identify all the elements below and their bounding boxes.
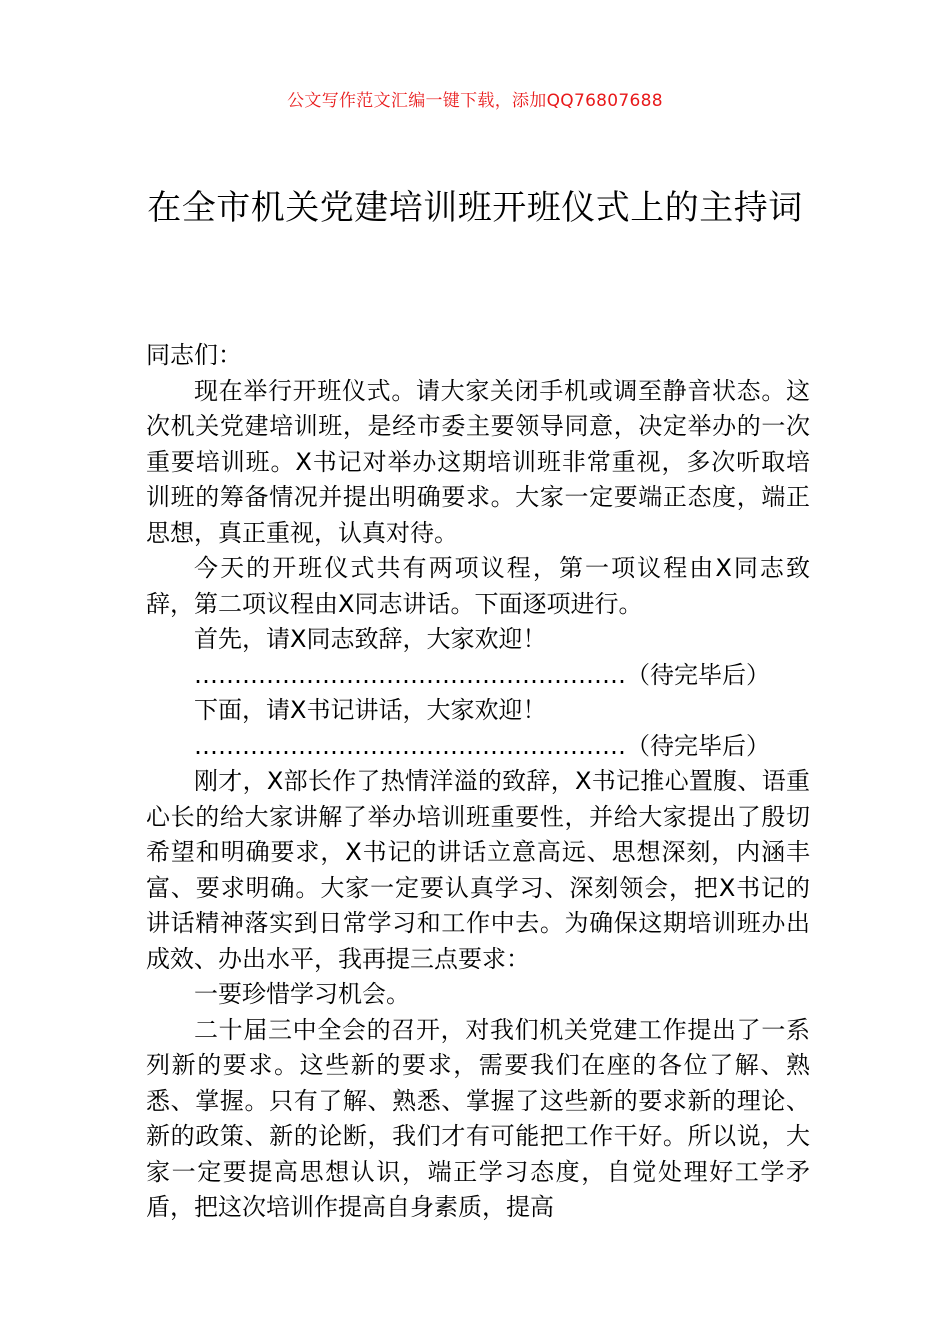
paragraph: 今天的开班仪式共有两项议程，第一项议程由X同志致辞，第二项议程由X同志讲话。下面逐项进行。 xyxy=(146,554,810,618)
document-body xyxy=(146,338,810,1226)
salutation: 同志们： xyxy=(146,341,242,369)
section-heading: 一要珍惜学习机会。 xyxy=(194,980,410,1008)
paragraph: 首先，请X同志致辞，大家欢迎！ xyxy=(194,625,547,653)
pause-line: ………………………………………………（待完毕后） xyxy=(194,731,770,760)
download-notice: 公文写作范文汇编一键下载，添加QQ76807688 xyxy=(287,91,663,111)
paragraph: 刚才，X部长作了热情洋溢的致辞，X书记推心置腹、语重心长的给大家讲解了举办培训班重要性，并给大家提出了殷切希望和明确要求，X书记的讲话立意高远、思想深刻，内涵丰富、要求明确。大家一定要认真学习、深刻领会，把X书记的讲话精神落实到日常学习和工作中去。为确保这期培训班办出成效、办出水平，我再提三点要求： xyxy=(146,767,810,973)
document-title: 在全市机关党建培训班开班仪式上的主持词 xyxy=(147,188,803,228)
paragraph: 二十届三中全会的召开，对我们机关党建工作提出了一系列新的要求。这些新的要求，需要我们在座的各位了解、熟悉、掌握。只有了解、熟悉、掌握了这些新的要求新的理论、新的政策、新的论断，我们才有可能把工作干好。所以说，大家一定要提高思想认识，端正学习态度，自觉处理好工学矛盾，把这次培训作提高自身素质，提高 xyxy=(146,1015,810,1221)
paragraph: 现在举行开班仪式。请大家关闭手机或调至静音状态。这次机关党建培训班，是经市委主要领导同意，决定举办的一次重要培训班。X书记对举办这期培训班非常重视，多次听取培训班的筹备情况并提出明确要求。大家一定要端正态度，端正思想，真正重视，认真对待。 xyxy=(146,376,810,547)
pause-line: ………………………………………………（待完毕后） xyxy=(194,660,770,689)
paragraph: 下面，请X书记讲话，大家欢迎！ xyxy=(194,696,547,724)
